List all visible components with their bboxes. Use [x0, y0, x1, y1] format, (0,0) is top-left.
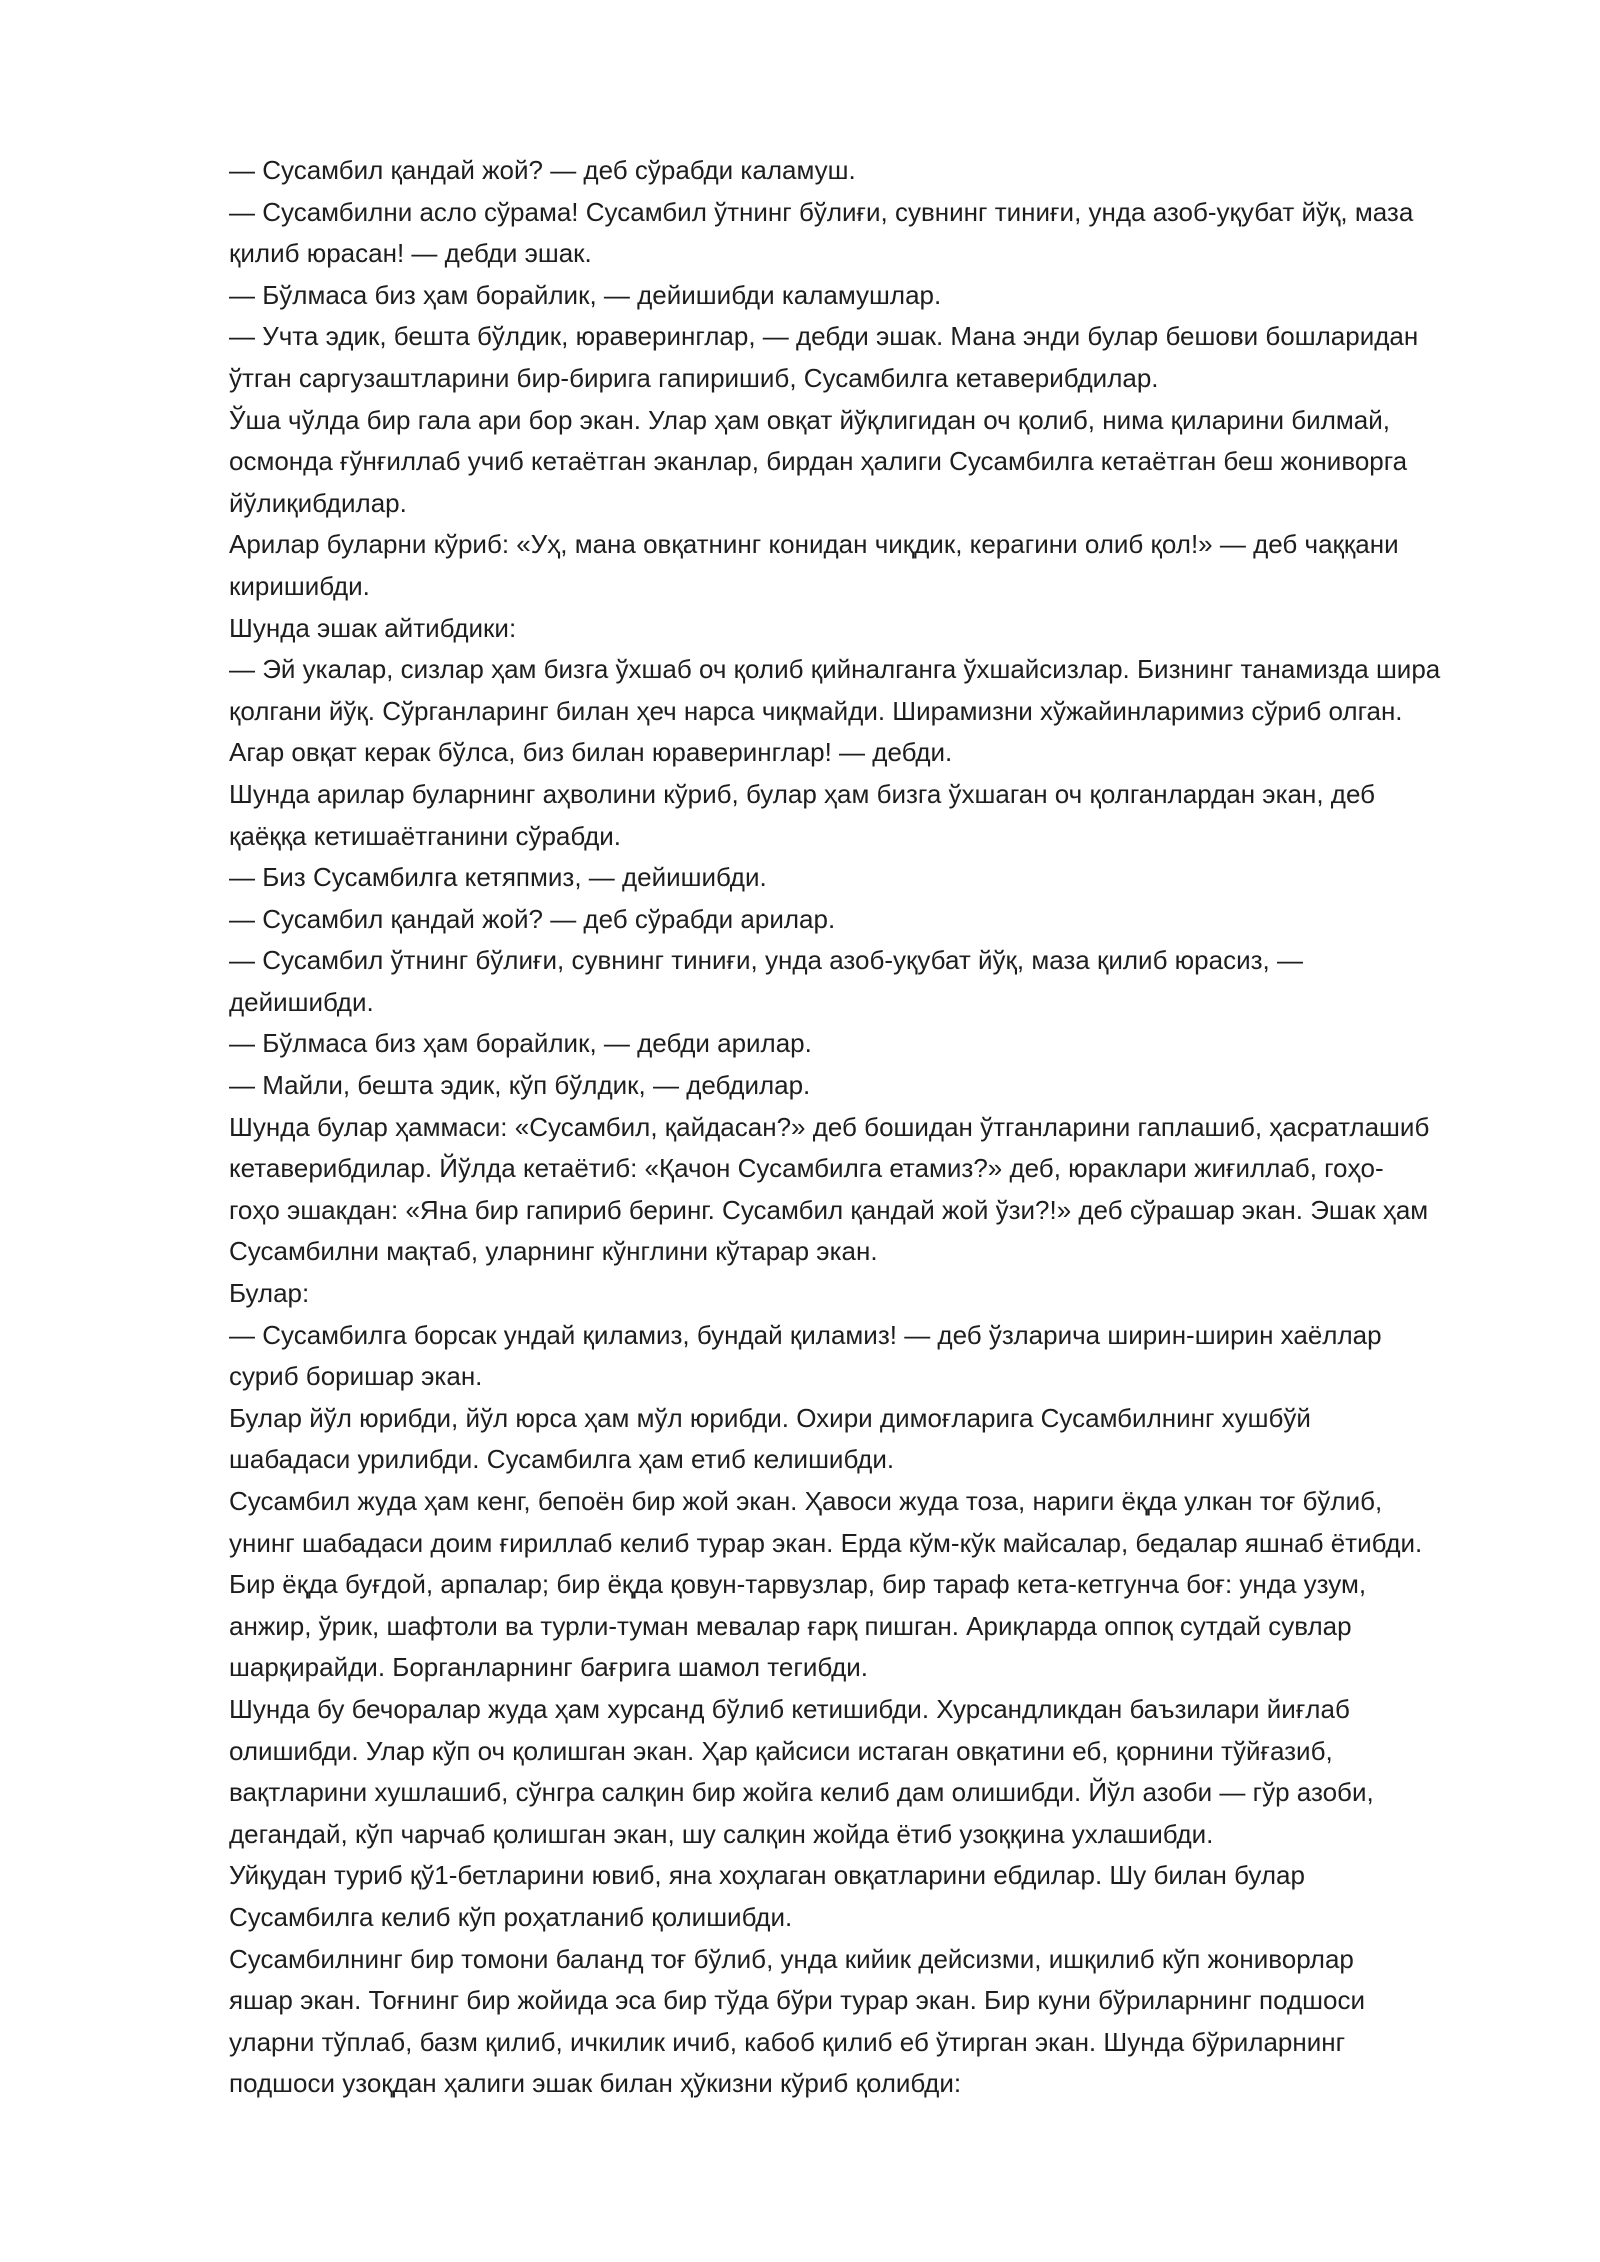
text-line: йўлиқибдилар.	[229, 487, 407, 518]
text-line: Бир ёқда буғдой, арпалар; бир ёқда қовун-тарвузлар, бир тараф кета-кетгунча боғ: унда узум,	[229, 1569, 1367, 1600]
text-line: Сусамбилнинг бир томони баланд тоғ бўлиб, унда кийик дейсизми, ишқилиб кўп жониворлар	[229, 1943, 1354, 1974]
text-line: Ўша чўлда бир гала ари бор экан. Улар ҳам овқат йўқлигидан оч қолиб, нима қиларини билмай,	[229, 404, 1390, 435]
text-line: суриб боришар экан.	[229, 1361, 483, 1392]
text-line: олишибди. Улар кўп оч қолишган экан. Ҳар қайсиси истаган овқатини еб, қорнини тўйғазиб,	[229, 1735, 1333, 1766]
text-line: Арилар буларни кўриб: «Уҳ, мана овқатнинг конидан чиқдик, керагини олиб қол!» — деб чаққани	[229, 529, 1399, 560]
text-line: — Сусамбилни асло сўрама! Сусамбил ўтнинг бўлиғи, сувнинг тиниғи, унда азоб-уқубат йўқ, маза	[229, 196, 1414, 227]
text-line: Сусамбилни мақтаб, уларнинг кўнглини кўтарар экан.	[229, 1236, 878, 1267]
text-line: ўтган саргузаштларини бир-бирига гапиришиб, Сусамбилга кетаверибдилар.	[229, 362, 1159, 393]
text-line: — Сусамбилга борсак ундай қиламиз, бундай қиламиз! — деб ўзларича ширин-ширин хаёллар	[229, 1319, 1382, 1350]
text-line: Шунда арилар буларнинг аҳволини кўриб, булар ҳам бизга ўхшаган оч қолганлардан экан, деб	[229, 778, 1376, 809]
text-line: қаёққа кетишаётганини сўрабди.	[229, 820, 622, 851]
text-line: — Учта эдик, бешта бўлдик, юраверинглар, — дебди эшак. Мана энди булар бешови бошларидан	[229, 321, 1419, 352]
text-line: — Бўлмаса биз ҳам борайлик, — дейишибди каламушлар.	[229, 279, 942, 310]
text-line: яшар экан. Тоғнинг бир жойида эса бир тўда бўри турар экан. Бир куни бўриларнинг подшоси	[229, 1985, 1365, 2016]
text-line: кетаверибдилар. Йўлда кетаётиб: «Қачон Сусамбилга етамиз?» деб, юраклари жиғиллаб, гоҳо-	[229, 1153, 1384, 1184]
text-line: — Сусамбил қандай жой? — деб сўрабди каламуш.	[229, 155, 856, 185]
text-line: дейишибди.	[229, 986, 374, 1017]
text-line: Агар овқат керак бўлса, биз билан юраверинглар! — дебди.	[229, 737, 953, 768]
text-line: — Сусамбил ўтнинг бўлиғи, сувнинг тиниғи, унда азоб-уқубат йўқ, маза қилиб юрасиз, —	[229, 945, 1303, 976]
text-line: — Биз Сусамбилга кетяпмиз, — дейишибди.	[229, 862, 767, 893]
text-line: унинг шабадаси доим ғириллаб келиб турар экан. Ерда кўм-кўк майсалар, бедалар яшнаб ётибди.	[229, 1527, 1423, 1558]
text-line: қилиб юрасан! — дебди эшак.	[229, 238, 592, 269]
text-line: анжир, ўрик, шафтоли ва турли-туман мевалар ғарқ пишган. Ариқларда оппоқ сутдай сувлар	[229, 1610, 1352, 1641]
text-line: Шунда булар ҳаммаси: «Сусамбил, қайдасан?» деб бошидан ўтганларини гаплашиб, ҳасратлашиб	[229, 1111, 1430, 1142]
text-line: Шунда бу бечоралар жуда ҳам хурсанд бўлиб кетишибди. Хурсандликдан баъзилари йиғлаб	[229, 1693, 1350, 1724]
text-line: киришибди.	[229, 570, 370, 601]
text-line: Уйқудан туриб қў1-бетларини ювиб, яна хоҳлаган овқатларини ебдилар. Шу билан булар	[229, 1860, 1305, 1891]
text-line: — Эй укалар, сизлар ҳам бизга ўхшаб оч қолиб қийналганга ўхшайсизлар. Бизнинг танамизда шира	[229, 654, 1441, 685]
document-body	[229, 150, 1529, 2105]
text-line: подшоси узоқдан ҳалиги эшак билан ҳўкизни кўриб қолибди:	[229, 2068, 962, 2099]
text-line: шабадаси урилибди. Сусамбилга ҳам етиб келишибди.	[229, 1444, 895, 1475]
text-line: қолгани йўқ. Сўрганларинг билан ҳеч нарса чиқмайди. Ширамизни хўжайинларимиз сўриб олган.	[229, 695, 1403, 726]
text-line: Сусамбил жуда ҳам кенг, бепоён бир жой экан. Ҳавоси жуда тоза, нариги ёқда улкан тоғ бўлиб,	[229, 1486, 1383, 1516]
text-line: Шунда эшак айтибдики:	[229, 612, 517, 643]
text-line: — Бўлмаса биз ҳам борайлик, — дебди арилар.	[229, 1028, 812, 1059]
text-line: дегандай, кўп чарчаб қолишган экан, шу салқин жойда ётиб узоққина ухлашибди.	[229, 1818, 1214, 1849]
text-line: шарқирайди. Борганларнинг бағрига шамол тегибди.	[229, 1652, 869, 1683]
text-line: осмонда ғўнғиллаб учиб кетаётган эканлар, бирдан ҳалиги Сусамбилга кетаётган беш жониворга	[229, 446, 1408, 477]
text-line: — Майли, бешта эдик, кўп бўлдик, — дебдилар.	[229, 1070, 811, 1101]
text-line: гоҳо эшакдан: «Яна бир гапириб беринг. Сусамбил қандай жой ўзи?!» деб сўрашар экан. Эшак ҳам	[229, 1194, 1429, 1225]
text-line: Сусамбилга келиб кўп роҳатланиб қолишибди.	[229, 1901, 793, 1932]
text-line: Булар йўл юрибди, йўл юрса ҳам мўл юрибди. Охири димоғларига Сусамбилнинг хушбўй	[229, 1402, 1311, 1433]
text-line: вақтларини хушлашиб, сўнгра салқин бир жойга келиб дам олишибди. Йўл азоби — гўр азоби,	[229, 1777, 1374, 1808]
text-line: Булар:	[229, 1278, 310, 1309]
text-line: — Сусамбил қандай жой? — деб сўрабди арилар.	[229, 903, 836, 934]
text-line: уларни тўплаб, базм қилиб, ичкилик ичиб, кабоб қилиб еб ўтирган экан. Шунда бўриларнинг	[229, 2026, 1346, 2057]
